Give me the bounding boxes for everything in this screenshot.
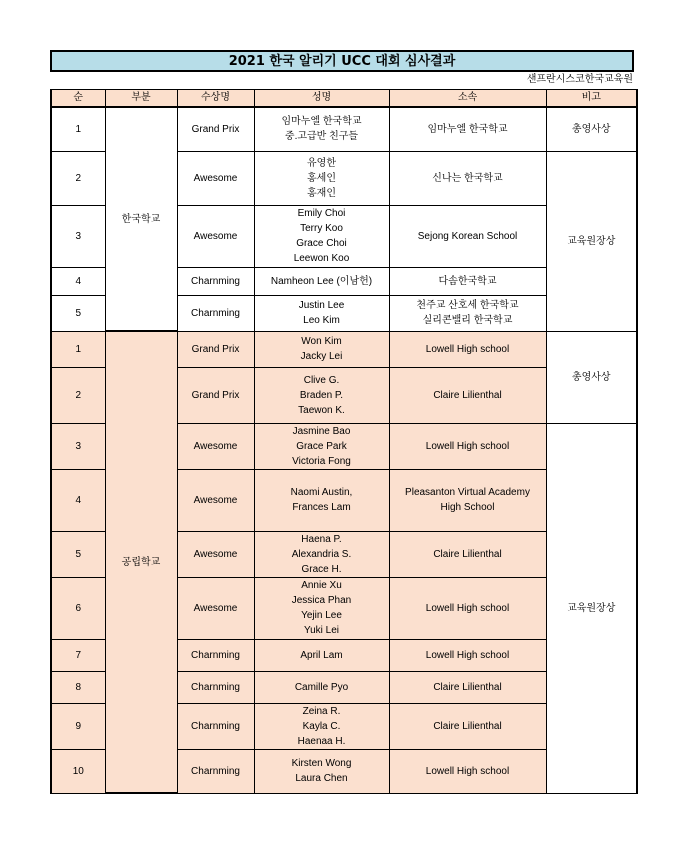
affiliation-cell-line: 임마누엘 한국학교: [427, 123, 508, 135]
award-cell: Charnming: [177, 267, 254, 295]
name-cell-line: Grace H.: [301, 563, 342, 575]
name-cell-line: Grace Park: [296, 440, 347, 452]
rank-cell: 7: [51, 639, 105, 671]
affiliation-cell-line: Claire Lilienthal: [433, 681, 502, 693]
affiliation-cell: [389, 749, 546, 793]
name-cell-line: Namheon Lee (이남헌): [270, 275, 373, 287]
affiliation-cell-line: 천주교 산호세 한국학교: [416, 300, 519, 311]
award-cell: Charnming: [177, 671, 254, 703]
name-cell: [254, 295, 389, 331]
name-cell-line: Braden P.: [299, 389, 344, 401]
rank-cell: 5: [51, 531, 105, 577]
rank-cell: 10: [51, 749, 105, 793]
affiliation-cell: [389, 469, 546, 531]
name-cell: [254, 267, 389, 295]
affiliation-cell-line: 다솜한국학교: [438, 275, 497, 287]
affiliation-cell-line: Lowell High school: [425, 343, 510, 355]
name-cell-line: Frances Lam: [292, 502, 351, 513]
header-remark: 비고: [546, 90, 637, 108]
name-cell-line: 홍재인: [307, 187, 336, 199]
name-cell-line: Emily Choi: [297, 208, 346, 219]
name-cell: [254, 205, 389, 267]
name-cell: [254, 703, 389, 749]
affiliation-cell-line: Lowell High school: [425, 649, 510, 661]
remark-cell: 교육원장상: [546, 423, 637, 793]
affiliation-cell-line: Sejong Korean School: [417, 230, 518, 242]
name-cell: [254, 367, 389, 423]
name-cell-line: Camille Pyo: [294, 681, 349, 693]
affiliation-cell: [389, 151, 546, 205]
rank-cell: 1: [51, 107, 105, 151]
remark-cell: 총영사상: [546, 331, 637, 423]
remark-cell: 총영사상: [546, 107, 637, 151]
table-row: [51, 331, 637, 367]
award-cell: Charnming: [177, 749, 254, 793]
award-cell: Charnming: [177, 639, 254, 671]
affiliation-cell: [389, 205, 546, 267]
affiliation-cell-line: Claire Lilienthal: [433, 389, 502, 401]
award-cell: Awesome: [177, 577, 254, 639]
rank-cell: 4: [51, 267, 105, 295]
name-cell-line: Grace Choi: [296, 238, 347, 249]
award-cell: Grand Prix: [177, 107, 254, 151]
remark-cell: 교육원장상: [546, 151, 637, 331]
name-cell-line: Naomi Austin,: [290, 487, 353, 498]
name-cell-line: 중.고급반 친구들: [284, 131, 359, 143]
name-cell: [254, 331, 389, 367]
award-cell: Awesome: [177, 423, 254, 469]
table-row: [51, 107, 637, 151]
affiliation-cell: [389, 423, 546, 469]
award-cell: Awesome: [177, 531, 254, 577]
name-cell-line: Leewon Koo: [293, 253, 350, 264]
award-cell: Awesome: [177, 205, 254, 267]
name-cell-line: Terry Koo: [300, 223, 343, 234]
name-cell: [254, 423, 389, 469]
header-rank: 순: [51, 90, 105, 108]
organization-label: 샌프란시스코한국교육원: [526, 74, 633, 85]
name-cell-line: Jessica Phan: [291, 595, 352, 606]
table-header-row: [51, 90, 637, 108]
rank-cell: 3: [51, 205, 105, 267]
name-cell-line: Jacky Lei: [300, 351, 343, 362]
rank-cell: 1: [51, 331, 105, 367]
name-cell: [254, 639, 389, 671]
rank-cell: 4: [51, 469, 105, 531]
award-cell: Charnming: [177, 295, 254, 331]
header-division: 부분: [105, 90, 177, 108]
name-cell-line: Won Kim: [301, 336, 342, 347]
name-cell: [254, 671, 389, 703]
name-cell: [254, 531, 389, 577]
affiliation-cell-line: Claire Lilienthal: [433, 548, 502, 560]
division-cell: 한국학교: [105, 107, 177, 331]
name-cell: [254, 107, 389, 151]
name-cell-line: Alexandria S.: [291, 548, 352, 560]
name-cell-line: Victoria Fong: [292, 455, 351, 467]
header-name: 성명: [254, 90, 389, 108]
affiliation-cell: [389, 107, 546, 151]
name-cell-line: Clive G.: [303, 374, 340, 386]
affiliation-cell-line: Claire Lilienthal: [433, 720, 502, 732]
division-cell: 공립학교: [105, 331, 177, 793]
affiliation-cell: [389, 267, 546, 295]
affiliation-cell: [389, 367, 546, 423]
header-award: 수상명: [177, 90, 254, 108]
name-cell-line: Justin Lee: [298, 300, 345, 311]
name-cell-line: April Lam: [300, 649, 343, 661]
affiliation-cell: [389, 639, 546, 671]
rank-cell: 6: [51, 577, 105, 639]
rank-cell: 2: [51, 367, 105, 423]
affiliation-cell: [389, 331, 546, 367]
affiliation-cell: [389, 295, 546, 331]
name-cell-line: 임마누엘 한국학교: [281, 116, 362, 128]
affiliation-cell-line: Pleasanton Virtual Academy: [405, 487, 530, 498]
name-cell-line: Haenaa H.: [297, 735, 346, 747]
award-cell: Grand Prix: [177, 367, 254, 423]
rank-cell: 2: [51, 151, 105, 205]
name-cell-line: 홍세인: [307, 172, 336, 184]
name-cell-line: Leo Kim: [303, 315, 340, 326]
name-cell-line: Kirsten Wong: [291, 758, 352, 769]
rank-cell: 9: [51, 703, 105, 749]
results-table: [50, 89, 638, 794]
award-cell: Awesome: [177, 151, 254, 205]
name-cell-line: Kayla C.: [302, 720, 341, 732]
page-title: 2021 한국 알리기 UCC 대회 심사결과: [50, 50, 634, 72]
affiliation-cell-line: 실리콘밸리 한국학교: [422, 315, 513, 326]
rank-cell: 5: [51, 295, 105, 331]
affiliation-cell: [389, 577, 546, 639]
name-cell: [254, 151, 389, 205]
award-cell: Grand Prix: [177, 331, 254, 367]
name-cell: [254, 577, 389, 639]
affiliation-cell-line: Lowell High school: [425, 602, 510, 614]
affiliation-cell: [389, 671, 546, 703]
award-cell: Charnming: [177, 703, 254, 749]
name-cell-line: Haena P.: [301, 533, 342, 545]
name-cell-line: Zeina R.: [302, 705, 341, 717]
affiliation-cell: [389, 703, 546, 749]
name-cell-line: Yuki Lei: [303, 625, 340, 636]
rank-cell: 3: [51, 423, 105, 469]
name-cell-line: Annie Xu: [301, 580, 342, 591]
name-cell-line: 유영한: [307, 157, 336, 169]
name-cell-line: Yejin Lee: [301, 610, 342, 621]
name-cell-line: Taewon K.: [298, 404, 345, 416]
affiliation-cell-line: Lowell High school: [425, 765, 510, 777]
header-affiliation: 소속: [389, 90, 546, 108]
name-cell: [254, 749, 389, 793]
name-cell-line: Jasmine Bao: [292, 425, 351, 437]
name-cell: [254, 469, 389, 531]
rank-cell: 8: [51, 671, 105, 703]
award-cell: Awesome: [177, 469, 254, 531]
name-cell-line: Laura Chen: [295, 773, 348, 784]
affiliation-cell-line: Lowell High school: [425, 440, 510, 452]
affiliation-cell: [389, 531, 546, 577]
affiliation-cell-line: High School: [440, 502, 495, 513]
affiliation-cell-line: 신나는 한국학교: [432, 172, 503, 184]
